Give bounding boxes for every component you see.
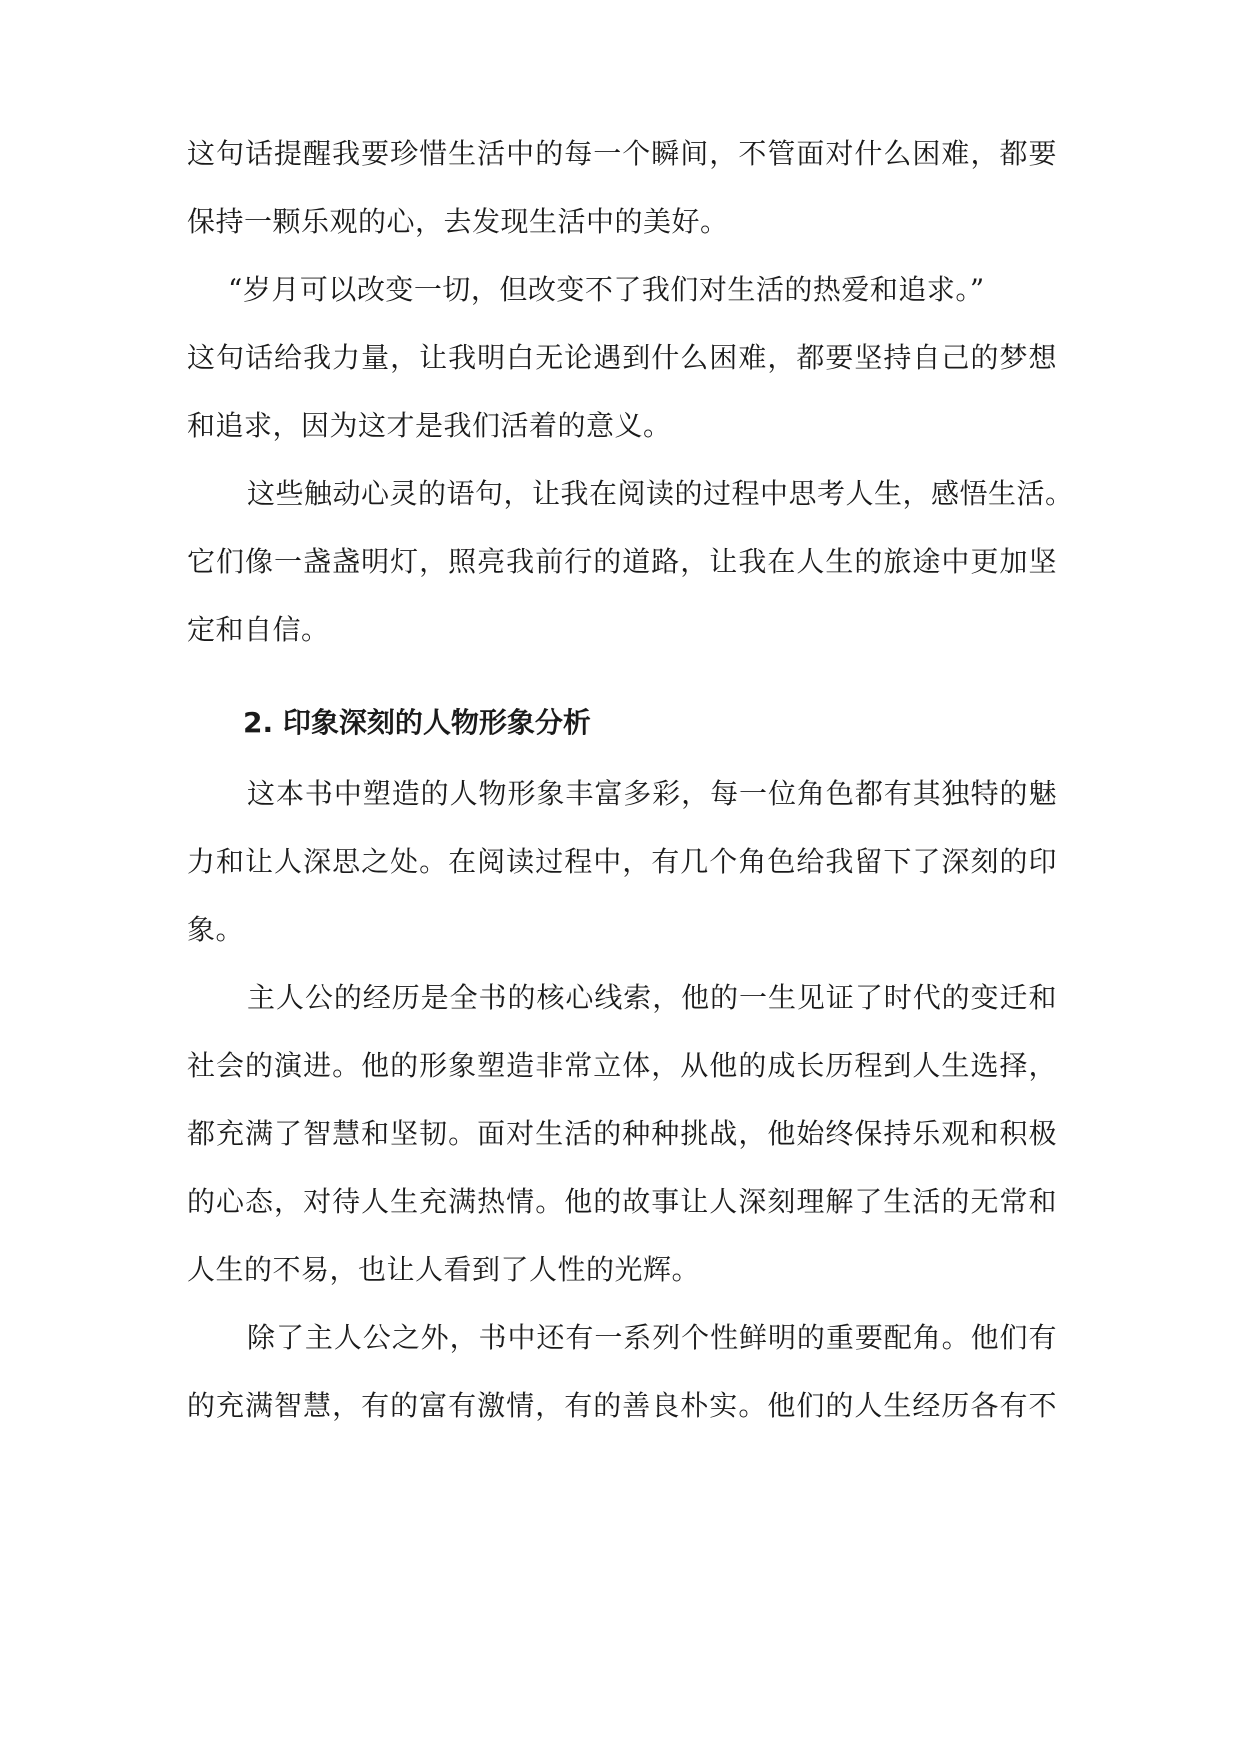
para4-line3: 象。 <box>187 913 245 946</box>
para5-line4: 的心态，对待人生充满热情。他的故事让人深刻理解了生活的无常和 <box>187 1185 1057 1218</box>
para2-line3: 和追求，因为这才是我们活着的意义。 <box>187 409 672 442</box>
para5-line2: 社会的演进。他的形象塑造非常立体，从他的成长历程到人生选择， <box>187 1049 1057 1082</box>
para6-line2: 的充满智慧，有的富有激情，有的善良朴实。他们的人生经历各有不 <box>187 1389 1057 1422</box>
para1-line2: 保持一颗乐观的心，去发现生活中的美好。 <box>187 205 729 238</box>
para4-line1: 这本书中塑造的人物形象丰富多彩，每一位角色都有其独特的魅 <box>247 777 1057 810</box>
para1-line1: 这句话提醒我要珍惜生活中的每一个瞬间，不管面对什么困难，都要 <box>187 137 1057 170</box>
para5-line3: 都充满了智慧和坚韧。面对生活的种种挑战，他始终保持乐观和积极 <box>187 1117 1057 1150</box>
quote-line1: “岁月可以改变一切，但改变不了我们对生活的热爱和追求。” <box>228 273 985 306</box>
para3-line1: 这些触动心灵的语句，让我在阅读的过程中思考人生，感悟生活。 <box>247 477 1074 510</box>
para3-line2: 它们像一盏盏明灯，照亮我前行的道路，让我在人生的旅途中更加坚 <box>187 545 1057 578</box>
para2-line2: 这句话给我力量，让我明白无论遇到什么困难，都要坚持自己的梦想 <box>187 341 1057 374</box>
para6-line1: 除了主人公之外，书中还有一系列个性鲜明的重要配角。他们有 <box>247 1321 1057 1354</box>
para5-line5: 人生的不易，也让人看到了人性的光辉。 <box>187 1253 701 1286</box>
section-heading: 2. 印象深刻的人物形象分析 <box>243 706 591 739</box>
para3-line3: 定和自信。 <box>187 613 330 646</box>
para4-line2: 力和让人深思之处。在阅读过程中，有几个角色给我留下了深刻的印 <box>187 845 1057 878</box>
para5-line1: 主人公的经历是全书的核心线索，他的一生见证了时代的变迁和 <box>247 981 1057 1014</box>
